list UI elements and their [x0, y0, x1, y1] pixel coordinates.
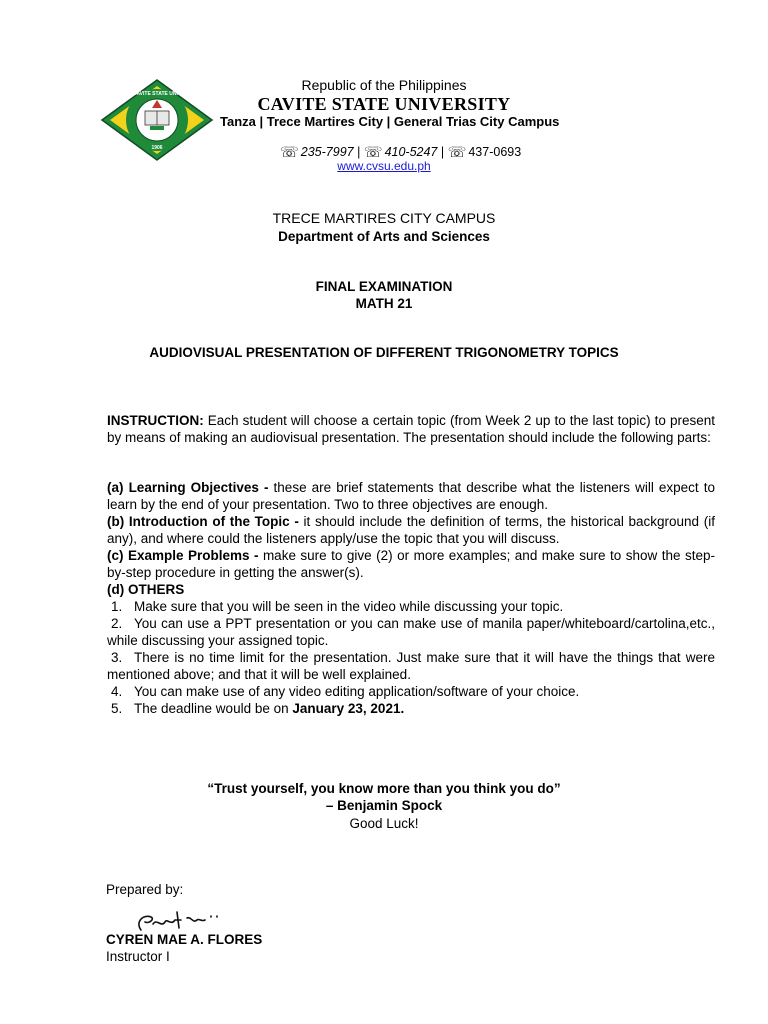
telephone-icon: ☏ — [280, 144, 299, 161]
part-label: (c) Example Problems - — [107, 548, 259, 563]
list-item — [107, 615, 715, 649]
university-name: CAVITE STATE UNIVERSITY — [257, 94, 511, 114]
phone-number: 437-0693 — [468, 145, 522, 159]
quote-author: – Benjamin Spock — [325, 798, 443, 813]
part-introduction — [107, 513, 715, 547]
motivational-quote: “Trust yourself, you know more than you think you do” — [207, 781, 561, 796]
others-list — [107, 598, 715, 717]
instructor-title: Instructor I — [106, 949, 170, 964]
part-learning-objectives — [107, 479, 715, 513]
part-text: make sure to give (2) or more examples; and make sure to show the step-by-step procedure in getting the answer(s). — [107, 548, 715, 580]
part-text: these are brief statements that describe what the listeners will expect to learn by the end of your presentation. Two to three objectives are enough. — [107, 480, 715, 512]
instructor-name: CYREN MAE A. FLORES — [106, 932, 263, 947]
item-number: 2. — [111, 616, 123, 631]
presentation-parts — [107, 479, 715, 717]
item-text: There is no time limit for the presentation. Just make sure that it will have the things that were mentioned above; and that it will be well explained. — [107, 650, 715, 682]
deadline-date: January 23, 2021. — [292, 701, 405, 716]
item-text: You can make use of any video editing application/software of your choice. — [134, 684, 580, 699]
list-item — [107, 700, 715, 717]
exam-title: FINAL EXAMINATION — [315, 279, 453, 294]
item-text: You can use a PPT presentation or you can make use of manila paper/whiteboard/cartolina,etc., while discussing your assigned topic. — [107, 616, 715, 648]
instruction-paragraph — [107, 412, 715, 446]
item-text: Make sure that you will be seen in the video while discussing your topic. — [134, 599, 564, 614]
item-number: 1. — [111, 599, 123, 614]
instruction-text: Each student will choose a certain topic (from Week 2 up to the last topic) to present by means of making an audiovisual presentation. The presentation should include the following parts: — [107, 413, 715, 445]
department-name: Department of Arts and Sciences — [278, 229, 490, 244]
item-number: 4. — [111, 684, 123, 699]
part-others-heading: (d) OTHERS — [107, 582, 185, 597]
campus-list: Tanza | Trece Martires City | General Trias City Campus — [220, 114, 560, 129]
part-label: (a) Learning Objectives - — [107, 480, 269, 495]
campus-name: TRECE MARTIRES CITY CAMPUS — [272, 210, 496, 226]
svg-text:1906: 1906 — [151, 145, 163, 151]
instruction-label: INSTRUCTION: — [107, 413, 204, 428]
phone-number: 235-7997 — [300, 145, 354, 159]
list-item — [107, 683, 715, 700]
prepared-by-label: Prepared by: — [106, 882, 184, 897]
part-label: (b) Introduction of the Topic - — [107, 514, 299, 529]
part-text: it should include the definition of terms, the historical background (if any), and where could the listeners apply/use the topic that you will discuss. — [107, 514, 715, 546]
item-text: The deadline would be on — [134, 701, 293, 716]
good-luck: Good Luck! — [349, 816, 419, 831]
republic-line: Republic of the Philippines — [301, 77, 467, 93]
website-link[interactable]: www.cvsu.edu.ph — [337, 159, 431, 173]
list-item — [107, 598, 715, 615]
phone-numbers: ☏ 235-7997 | ☏ 410-5247 | ☏ 437-0693 — [280, 144, 522, 161]
phone-number: 410-5247 — [384, 145, 438, 159]
telephone-icon: ☏ — [363, 144, 383, 161]
list-item — [107, 649, 715, 683]
telephone-icon: ☏ — [447, 144, 467, 161]
exam-topic: AUDIOVISUAL PRESENTATION OF DIFFERENT TRIGONOMETRY TOPICS — [149, 345, 619, 360]
svg-text:CAVITE STATE UNIV: CAVITE STATE UNIV — [132, 91, 182, 97]
part-example-problems — [107, 547, 715, 581]
item-number: 5. — [111, 701, 123, 716]
course-code: MATH 21 — [355, 296, 413, 311]
item-number: 3. — [111, 650, 123, 665]
